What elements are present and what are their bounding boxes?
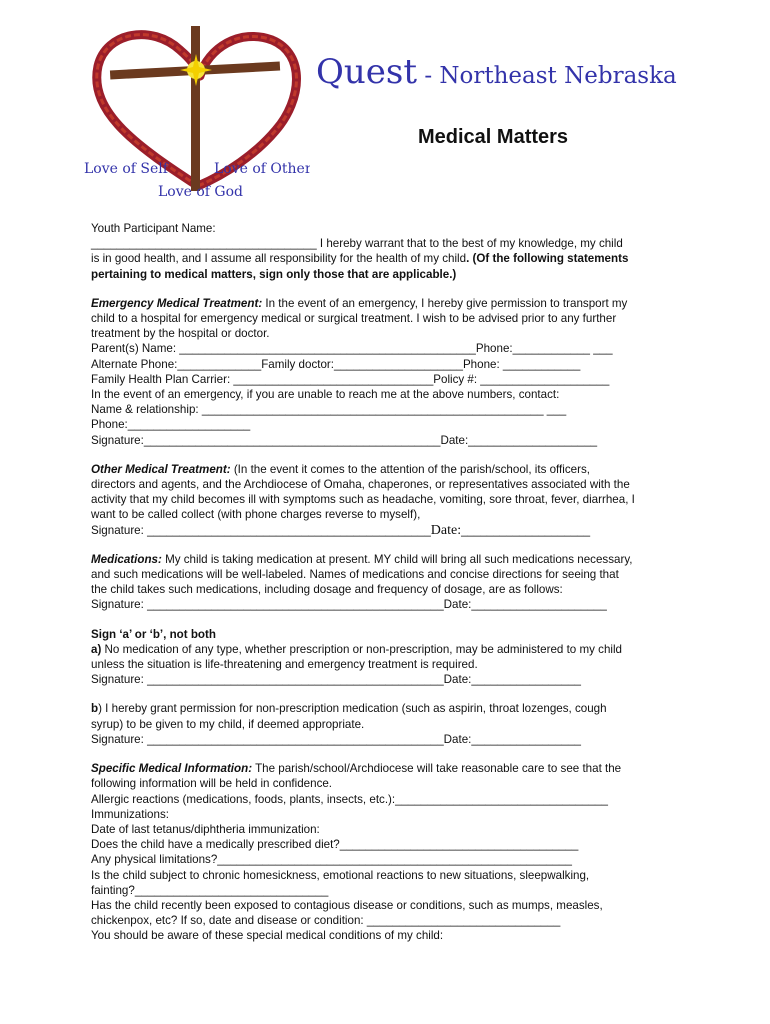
sign-ab-heading: Sign ‘a’ or ‘b’, not both — [91, 627, 216, 641]
tagline-god: Love of God — [158, 184, 244, 200]
option-a-line-1: a) No medication of any type, whether prescription or non-prescription, may be administered to my child — [91, 642, 622, 656]
emergency-line-3: treatment by the hospital or doctor. — [91, 327, 270, 341]
chickenpox-field[interactable]: chickenpox, etc? If so, date and disease or condition: ______________________________ — [91, 914, 561, 928]
medications-line-2: and such medications will be well-labeled. Names of medications and concise directions for seeing that — [91, 568, 619, 582]
health-plan-field[interactable]: Family Health Plan Carrier: _______________________________Policy #: ____________________ — [91, 372, 610, 386]
other-heading: Other Medical Treatment: — [91, 462, 231, 476]
contagious-line: Has the child recently been exposed to contagious disease or conditions, such as mumps, measles, — [91, 898, 603, 912]
contact-phone-field[interactable]: Phone:___________________ — [91, 418, 251, 432]
other-signature-field[interactable]: Signature: ____________________________________________Date:____________________ — [91, 522, 591, 538]
other-line-2: directors and agents, and the Archdiocese of Omaha, chaperones, or representatives associated with the — [91, 478, 630, 492]
brand-quest: Quest — [316, 52, 418, 92]
emergency-contact-note: In the event of an emergency, if you are unable to reach me at the above numbers, contact: — [91, 388, 560, 402]
emergency-signature-field[interactable]: Signature:______________________________________________Date:____________________ — [91, 433, 598, 447]
relationship-field[interactable]: Name & relationship: _____________________________________________________ ___ — [91, 403, 567, 417]
tagline-others: Love of Others — [214, 161, 310, 177]
parents-name-field[interactable]: Parent(s) Name: ______________________________________________Phone:____________ ___ — [91, 342, 613, 356]
physical-limitations-field[interactable]: Any physical limitations?_______________________________________________________ — [91, 853, 572, 867]
specific-line-2: following information will be held in confidence. — [91, 777, 333, 791]
participant-name-blank[interactable]: ___________________________________ — [91, 237, 317, 251]
tagline-self: Love of Self — [84, 161, 168, 177]
medications-heading: Medications: — [91, 552, 162, 566]
option-a-line-2: unless the situation is life-threatening and emergency treatment is required. — [91, 658, 478, 672]
heart-cross-icon — [80, 18, 310, 208]
medications-line-1: Medications: My child is taking medication at present. MY child will bring all such medications necessary, — [91, 552, 633, 566]
option-b-line-2: syrup) to be given to my child, if deemed appropriate. — [91, 717, 365, 731]
option-b-signature-field[interactable]: Signature: ______________________________________________Date:_________________ — [91, 732, 582, 746]
youth-participant-label: Youth Participant Name: — [91, 222, 216, 235]
immunizations-field[interactable]: Immunizations: — [91, 807, 169, 821]
form-body — [91, 221, 681, 944]
diet-field[interactable]: Does the child have a medically prescribed diet?_____________________________________ — [91, 838, 579, 852]
intro-line-4: pertaining to medical matters, sign only those that are applicable.) — [91, 267, 457, 281]
medications-signature-field[interactable]: Signature: ______________________________________________Date:_____________________ — [91, 598, 607, 612]
option-b-line-1: b) I hereby grant permission for non-prescription medication (such as aspirin, throat lozenges, cough — [91, 702, 607, 716]
specific-line-1: Specific Medical Information: The parish/school/Archdiocese will take reasonable care to see that the — [91, 762, 622, 776]
intro-line-3: is in good health, and I assume all responsibility for the health of my child. (Of the following statements — [91, 252, 629, 266]
allergic-field[interactable]: Allergic reactions (medications, foods, plants, insects, etc.):_________________________________ — [91, 792, 608, 806]
emergency-line-1: Emergency Medical Treatment: In the event of an emergency, I hereby give permission to transport my — [91, 296, 628, 310]
specific-heading: Specific Medical Information: — [91, 762, 253, 776]
medications-line-3: the child takes such medications, including dosage and frequency of dosage, are as follows: — [91, 583, 563, 597]
cross-vertical — [191, 26, 200, 191]
alternate-phone-field[interactable]: Alternate Phone:_____________Family doctor:____________________Phone: ____________ — [91, 357, 581, 371]
brand-title — [316, 52, 677, 92]
option-a-signature-field[interactable]: Signature: ______________________________________________Date:_________________ — [91, 673, 582, 687]
page-title: Medical Matters — [418, 126, 569, 148]
emergency-line-2: child to a hospital for emergency medical or surgical treatment. I wish to be advised prior to any further — [91, 312, 617, 326]
quest-logo — [80, 18, 310, 208]
fainting-field[interactable]: fainting?______________________________ — [91, 883, 329, 897]
homesickness-line: Is the child subject to chronic homesickness, emotional reactions to new situations, sleepwalking, — [91, 868, 590, 882]
emergency-heading: Emergency Medical Treatment: — [91, 296, 263, 310]
other-line-4: want to be called collect (with phone charges reverse to myself), — [91, 508, 421, 522]
other-line-1: Other Medical Treatment: (In the event it comes to the attention of the parish/school, its officers, — [91, 462, 590, 476]
special-conditions-label: You should be aware of these special medical conditions of my child: — [91, 929, 444, 943]
brand-location: - Northeast Nebraska — [417, 63, 677, 89]
intro-line-2: ___________________________________ I hereby warrant that to the best of my knowledge, my child — [91, 237, 623, 251]
other-line-3: activity that my child becomes ill with symptoms such as headache, vomiting, sore throat, fever, diarrhea, I — [91, 493, 635, 507]
tetanus-field[interactable]: Date of last tetanus/diphtheria immunization: — [91, 822, 320, 836]
